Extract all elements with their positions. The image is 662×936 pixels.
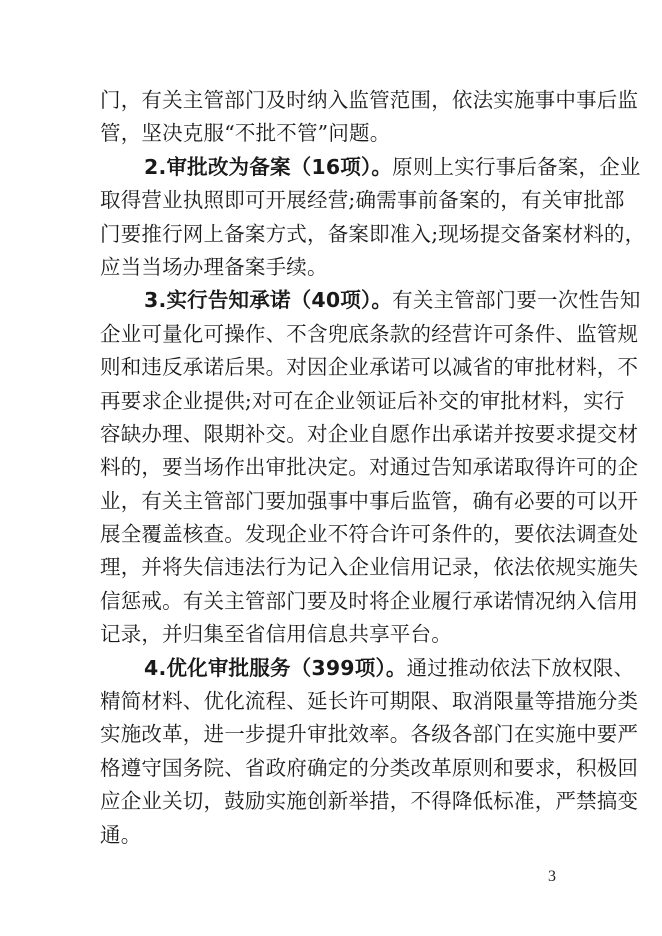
text-line: 信惩戒。有关主管部门要及时将企业履行承诺情况纳入信用: [100, 588, 639, 613]
text-line: 展全覆盖核查。发现企业不符合许可条件的，要依法调查处: [100, 522, 639, 547]
text-line: 管，坚决克服“不批不管”问题。: [100, 121, 391, 146]
text-line: 应当当场办理备案手续。: [100, 254, 328, 279]
section-4-first-line: [100, 652, 635, 685]
section-4-heading: 4.优化审批服务（399项）。: [144, 655, 407, 680]
text-run: 有关主管部门要一次性告知: [392, 288, 641, 313]
text-run: 通过推动依法下放权限、: [406, 655, 635, 680]
section-3-first-line: [100, 284, 641, 317]
section-2-heading: 2.审批改为备案（16项）。: [144, 154, 393, 179]
text-run: 原则上实行事后备案，企业: [392, 154, 641, 179]
text-line: 格遵守国务院、省政府确定的分类改革原则和要求，积极回: [100, 755, 639, 780]
text-line: 容缺办理、限期补交。对企业自愿作出承诺并按要求提交材: [100, 421, 639, 446]
text-line: 通。: [100, 822, 142, 847]
text-line: 则和违反承诺后果。对因企业承诺可以减省的审批材料，不: [100, 355, 639, 380]
text-line: 再要求企业提供;对可在企业领证后补交的审批材料，实行: [100, 388, 625, 413]
page-number: 3: [548, 868, 556, 885]
text-line: 应企业关切，鼓励实施创新举措，不得降低标准，严禁搞变: [100, 789, 639, 814]
text-line: 记录，并归集至省信用信息共享平台。: [100, 622, 452, 647]
text-line: 料的，要当场作出审批决定。对通过告知承诺取得许可的企: [100, 455, 639, 480]
text-line: 业，有关主管部门要加强事中事后监管，确有必要的可以开: [100, 488, 639, 513]
section-3-heading: 3.实行告知承诺（40项）。: [144, 288, 393, 313]
document-body: [100, 84, 646, 852]
text-line: 取得营业执照即可开展经营;确需事前备案的，有关审批部: [100, 188, 625, 213]
text-line: 门，有关主管部门及时纳入监管范围，依法实施事中事后监: [100, 88, 639, 112]
text-line: 理，并将失信违法行为记入企业信用记录，依法依规实施失: [100, 555, 639, 580]
text-line: 门要推行网上备案方式，备案即准入;现场提交备案材料的，: [100, 221, 646, 246]
section-2-first-line: [100, 151, 641, 184]
text-line: 企业可量化可操作、不含兜底条款的经营许可条件、监管规: [100, 321, 639, 346]
text-line: 精简材料、优化流程、延长许可期限、取消限量等措施分类: [100, 689, 639, 714]
text-line: 实施改革，进一步提升审批效率。各级各部门在实施中要严: [100, 722, 639, 747]
